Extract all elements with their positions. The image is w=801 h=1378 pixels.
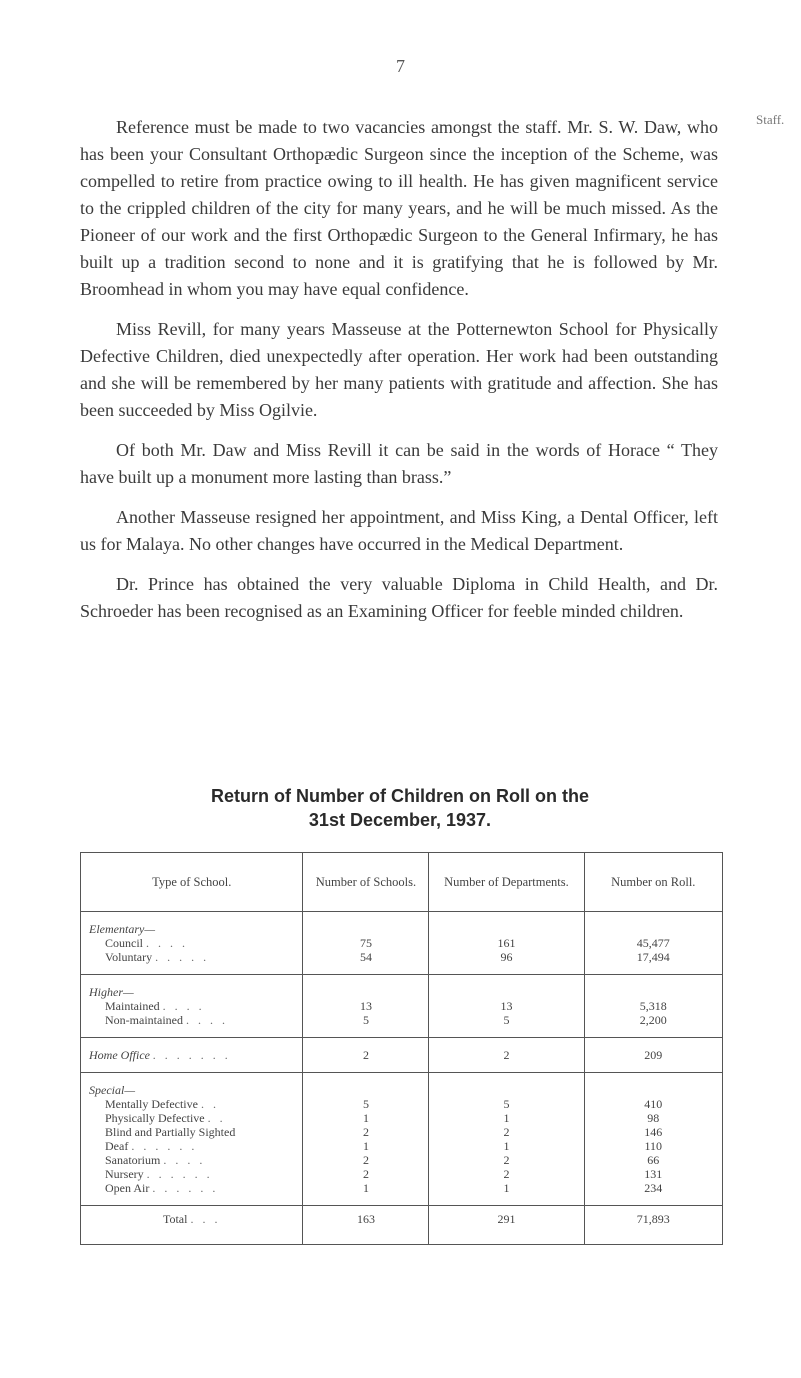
- cell-departments: 291: [497, 1212, 516, 1226]
- header-type: Type of School.: [81, 853, 303, 912]
- cell-roll: 209: [644, 1048, 663, 1062]
- cell-schools: 13: [359, 999, 372, 1013]
- cell-schools: 1: [362, 1111, 369, 1125]
- cell-departments: 5: [503, 1097, 510, 1111]
- paragraph: Another Masseuse resigned her appointment, and Miss King, a Dental Officer, left us for Malaya. No other changes have occurred in the Medical Department.: [80, 507, 718, 554]
- table-row-group-elementary: [81, 912, 723, 975]
- cell-departments: 96: [500, 950, 513, 964]
- section-heading: Higher—: [89, 985, 134, 999]
- row-type: Home Office . . . . . . .: [89, 1048, 231, 1062]
- cell-departments: 1: [503, 1111, 510, 1125]
- cell-departments: 5: [503, 1013, 510, 1027]
- cell-departments: 2: [503, 1125, 510, 1139]
- body-text: [80, 114, 718, 638]
- cell-schools: 2: [362, 1153, 369, 1167]
- paragraph: Of both Mr. Daw and Miss Revill it can be said in the words of Horace “ They have built up a monument more lasting than brass.”: [80, 440, 718, 487]
- cell-roll: 110: [644, 1139, 663, 1153]
- cell-schools: 1: [362, 1181, 369, 1195]
- cell-schools: 2: [362, 1125, 369, 1139]
- row-type: Council . . . .: [105, 936, 188, 950]
- cell-roll: 2,200: [639, 1013, 667, 1027]
- paragraph: Miss Revill, for many years Masseuse at the Potternewton School for Physically Defective Children, died unexpectedly after operation. Her work had been outstanding and she will be remembered by her many patients with gratitude and affection. She has been succeeded by Miss Ogilvie.: [80, 319, 718, 420]
- roll-table: [80, 852, 723, 1245]
- table-row-group-higher: [81, 975, 723, 1038]
- cell-schools: 75: [359, 936, 372, 950]
- table-title-line-1: Return of Number of Children on Roll on the: [211, 786, 589, 806]
- cell-roll: 131: [644, 1167, 663, 1181]
- row-type: Blind and Partially Sighted: [105, 1125, 236, 1139]
- cell-roll: 66: [647, 1153, 660, 1167]
- cell-departments: 2: [503, 1153, 510, 1167]
- row-type: Maintained . . . .: [105, 999, 205, 1013]
- header-departments: Number of Departments.: [429, 853, 584, 912]
- paragraph: Dr. Prince has obtained the very valuable Diploma in Child Health, and Dr. Schroeder has been recognised as an Examining Officer for feeble minded children.: [80, 574, 718, 621]
- paragraph: Reference must be made to two vacancies amongst the staff. Mr. S. W. Daw, who has been your Consultant Orthopædic Surgeon since the inception of the Scheme, was compelled to retire from practice owing to ill health. He has given magnificent service to the crippled children of the city for many years, and he will be much missed. As the Pioneer of our work and the first Orthopædic Surgeon to the General Infirmary, he has built up a tradition second to none and it is gratifying that he is followed by Mr. Broomhead in whom you may have equal confidence.: [80, 117, 718, 299]
- cell-schools: 2: [362, 1048, 369, 1062]
- row-type: Total . . .: [162, 1212, 221, 1226]
- cell-roll: 146: [644, 1125, 663, 1139]
- row-type: Nursery . . . . . .: [105, 1167, 213, 1181]
- cell-roll: 234: [644, 1181, 663, 1195]
- row-type: Sanatorium . . . .: [105, 1153, 206, 1167]
- cell-departments: 161: [497, 936, 516, 950]
- section-heading: Special—: [89, 1083, 135, 1097]
- cell-schools: 163: [356, 1212, 375, 1226]
- cell-roll: 98: [647, 1111, 660, 1125]
- table-row-home-office: [81, 1038, 723, 1073]
- cell-roll: 5,318: [639, 999, 667, 1013]
- cell-roll: 45,477: [636, 936, 670, 950]
- row-type: Open Air . . . . . .: [105, 1181, 219, 1195]
- table-title-line-2: 31st December, 1937.: [308, 810, 492, 830]
- cell-roll: 410: [644, 1097, 663, 1111]
- cell-schools: 5: [362, 1013, 369, 1027]
- cell-schools: 5: [362, 1097, 369, 1111]
- table-row-total: [81, 1206, 723, 1245]
- cell-departments: 2: [503, 1167, 510, 1181]
- table-row-group-special: [81, 1073, 723, 1206]
- margin-note: Staff.: [756, 112, 785, 127]
- cell-schools: 2: [362, 1167, 369, 1181]
- section-heading: Elementary—: [89, 922, 155, 936]
- header-schools: Number of Schools.: [303, 853, 429, 912]
- cell-roll: 17,494: [636, 950, 670, 964]
- page-number: 7: [396, 56, 405, 76]
- cell-schools: 54: [359, 950, 372, 964]
- cell-departments: 1: [503, 1139, 510, 1153]
- cell-departments: 13: [500, 999, 513, 1013]
- table-title: [80, 784, 720, 832]
- row-type: Deaf . . . . . .: [105, 1139, 198, 1153]
- row-type: Physically Defective . .: [105, 1111, 226, 1125]
- cell-departments: 1: [503, 1181, 510, 1195]
- table-header-row: [81, 853, 723, 912]
- header-roll: Number on Roll.: [584, 853, 723, 912]
- row-type: Voluntary . . . . .: [105, 950, 210, 964]
- row-type: Mentally Defective . .: [105, 1097, 219, 1111]
- cell-departments: 2: [503, 1048, 510, 1062]
- cell-roll: 71,893: [636, 1212, 670, 1226]
- cell-schools: 1: [362, 1139, 369, 1153]
- row-type: Non-maintained . . . .: [105, 1013, 228, 1027]
